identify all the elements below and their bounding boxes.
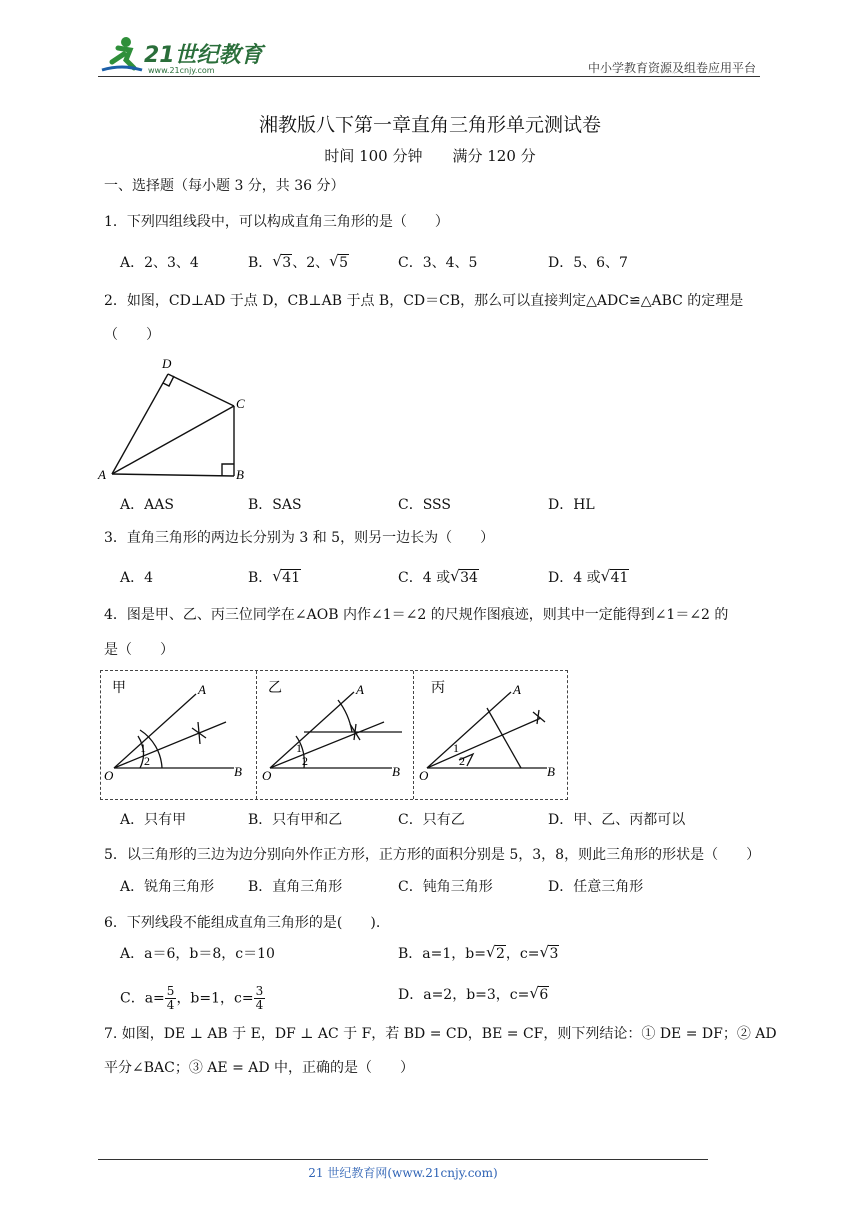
- q4-stem-cont: 是（ ）: [104, 642, 174, 658]
- q2-figure: [96, 352, 256, 482]
- q4-panel-bing: [415, 672, 565, 798]
- q1-option-a: A．2、3、4: [120, 255, 199, 271]
- header-platform-text: 中小学教育资源及组卷应用平台: [587, 61, 756, 75]
- q2-label-b: B: [236, 467, 244, 482]
- logo: [96, 36, 266, 78]
- q4-jia-a: A: [198, 682, 206, 697]
- q6-option-b: B．a=1，b= √ 2，c= √ 3: [398, 943, 559, 962]
- q2-label-a: A: [98, 467, 106, 482]
- q4-yi-b: B: [392, 764, 400, 779]
- q6-option-a: A．a＝6，b＝8，c＝10: [120, 946, 275, 962]
- q4-jia-2: 2: [144, 754, 150, 768]
- q4-bing-2: 2: [459, 754, 465, 768]
- q5-stem: 5．以三角形的三边为边分别向外作正方形，正方形的面积分别是 5，3，8，则此三角形的形状是（ ）: [104, 847, 761, 863]
- q2-option-d: D．HL: [548, 497, 595, 513]
- q4-option-c: C．只有乙: [398, 812, 465, 828]
- q1-option-b: B． √ 3、2、 √ 5: [248, 252, 349, 271]
- q1-option-c: C．3、4、5: [398, 255, 478, 271]
- q4-divider-1: [256, 671, 257, 799]
- q4-panel-yi: [258, 672, 412, 798]
- q4-divider-2: [413, 671, 414, 799]
- footer-text[interactable]: 21 世纪教育网(www.21cnjy.com): [308, 1166, 498, 1180]
- q4-bing-b: B: [547, 764, 555, 779]
- q1-stem: 1．下列四组线段中，可以构成直角三角形的是（ ）: [104, 214, 449, 230]
- q4-panel-jia: [102, 672, 254, 798]
- q6-option-d: D．a=2，b=3，c= √ 6: [398, 984, 549, 1003]
- header-divider: [98, 76, 760, 77]
- q4-jia-o: O: [104, 768, 114, 783]
- q5-option-a: A．锐角三角形: [120, 879, 215, 895]
- q4-stem: 4．图是甲、乙、丙三位同学在∠AOB 内作∠1＝∠2 的尺规作图痕迹，则其中一定能得到∠1＝∠2 的: [104, 607, 729, 623]
- q4-bing-1: 1: [453, 741, 459, 755]
- q2-stem: 2．如图，CD⊥AD 于点 D，CB⊥AB 于点 B，CD＝CB，那么可以直接判定△ADC≌△ABC 的定理是: [104, 293, 744, 309]
- q4-yi-2: 2: [302, 754, 308, 768]
- q2-label-d: D: [162, 356, 172, 371]
- q3-option-b: B． √ 41: [248, 567, 301, 586]
- q2-option-b: B．SAS: [248, 497, 302, 513]
- q2-option-a: A．AAS: [120, 497, 174, 513]
- q4-option-a: A．只有甲: [120, 812, 187, 828]
- q4-bing-o: O: [419, 768, 429, 783]
- q6-stem: 6．下列线段不能组成直角三角形的是( ).: [104, 915, 381, 931]
- q5-option-c: C．钝角三角形: [398, 879, 493, 895]
- q3-option-d: D．4 或 √ 41: [548, 567, 629, 586]
- q7-line-2: 平分∠BAC；③ AE = AD 中，正确的是（ ）: [104, 1060, 415, 1076]
- q4-panel-label-jia: 甲: [112, 681, 126, 696]
- q3-stem: 3．直角三角形的两边长分别为 3 和 5，则另一边长为（ ）: [104, 530, 495, 546]
- q4-jia-b: B: [234, 764, 242, 779]
- footer-divider: [98, 1159, 708, 1160]
- page-subtitle: 时间 100 分钟 满分 120 分: [324, 147, 536, 165]
- q4-panel-label-bing: 丙: [431, 681, 445, 696]
- q3-option-a: A．4: [120, 570, 154, 586]
- q4-yi-a: A: [356, 682, 364, 697]
- q2-paren: （ ）: [104, 327, 160, 343]
- q5-option-d: D．任意三角形: [548, 879, 644, 895]
- q1-option-d: D．5、6、7: [548, 255, 628, 271]
- q4-jia-1: 1: [140, 741, 146, 755]
- q6-option-c: C．a= $\frac{5}{4}$ ，b=1，c= $\frac{3}{4}$: [120, 984, 264, 1012]
- q2-option-c: C．SSS: [398, 497, 451, 513]
- q7-line-1: 7. 如图，DE ⊥ AB 于 E，DF ⊥ AC 于 F，若 BD = CD，BE = CF，则下列结论：① DE = DF；② AD: [104, 1026, 777, 1042]
- q4-option-b: B．只有甲和乙: [248, 812, 343, 828]
- q4-panel-label-yi: 乙: [268, 681, 282, 696]
- q4-yi-o: O: [262, 768, 272, 783]
- q4-bing-a: A: [513, 682, 521, 697]
- q4-option-d: D．甲、乙、丙都可以: [548, 812, 686, 828]
- logo-text: 21世纪教育: [144, 43, 263, 68]
- q4-yi-1: 1: [296, 741, 302, 755]
- q3-option-c: C．4 或 √ 34: [398, 567, 478, 586]
- q5-option-b: B．直角三角形: [248, 879, 343, 895]
- section-heading: 一、选择题（每小题 3 分，共 36 分）: [104, 178, 345, 194]
- q2-label-c: C: [236, 396, 245, 411]
- runner-logo-icon: [96, 36, 148, 76]
- logo-url: www.21cnjy.com: [148, 66, 215, 75]
- page-title: 湘教版八下第一章直角三角形单元测试卷: [258, 114, 601, 136]
